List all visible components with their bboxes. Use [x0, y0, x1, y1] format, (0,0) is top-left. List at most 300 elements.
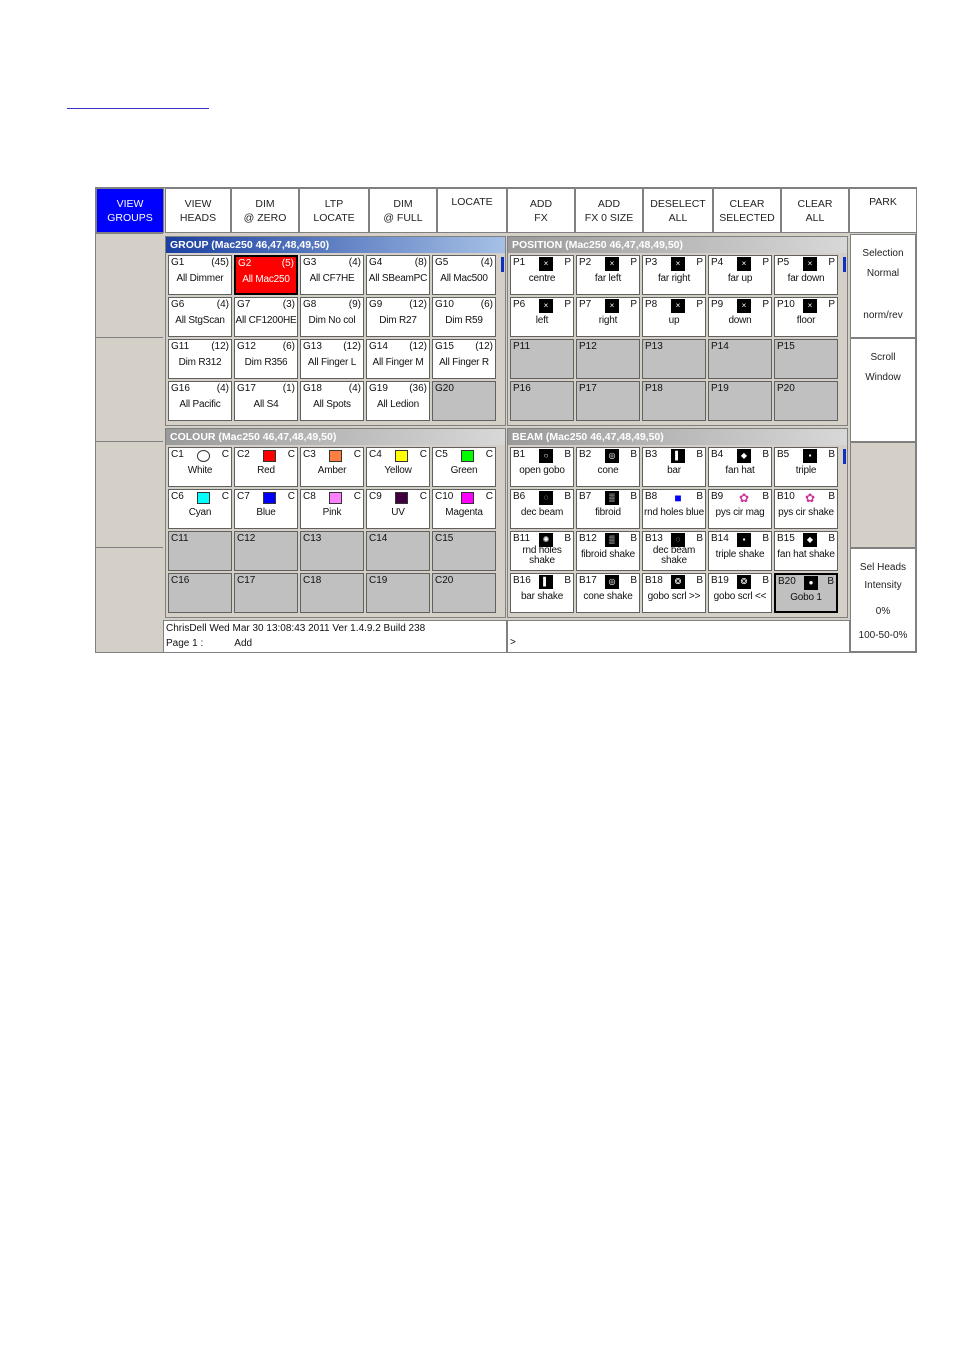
position-palette-cell[interactable]	[576, 339, 640, 379]
cell-type: (4)	[216, 383, 229, 394]
cell-number: B9	[711, 491, 724, 502]
cell-type: C	[287, 491, 295, 502]
toolbar-button-add-fx[interactable]	[507, 188, 575, 233]
gobo-icon: ✿	[804, 491, 816, 505]
group-palette-cell[interactable]	[366, 255, 430, 295]
right-panels	[507, 236, 848, 620]
cell-type: (12)	[475, 341, 493, 352]
cell-type: C	[485, 449, 493, 460]
toolbar-button-label: PARK	[869, 196, 897, 208]
toolbar-button-ltp-locate[interactable]	[299, 188, 369, 233]
toolbar-button-label: DIM	[255, 197, 275, 210]
selection-toggle-label: norm/rev	[863, 310, 903, 321]
cell-type: P	[564, 257, 571, 268]
group-palette-cell[interactable]	[300, 255, 364, 295]
cell-number: B19	[711, 575, 729, 586]
cell-label: right	[598, 315, 618, 326]
toolbar-button-dim-full[interactable]	[369, 188, 437, 233]
beam-palette-cell[interactable]	[774, 447, 838, 487]
cell-number: C6	[171, 491, 184, 502]
cell-number: P6	[513, 299, 526, 310]
toolbar-button-view-groups[interactable]	[96, 188, 164, 233]
toolbar-button-deselect-all[interactable]	[643, 188, 713, 233]
colour-swatch-icon	[395, 450, 408, 462]
cell-number: B20	[778, 576, 796, 587]
position-marker-icon: ×	[737, 299, 751, 313]
toolbar-button-view-heads[interactable]	[165, 188, 231, 233]
status-bar	[163, 620, 507, 653]
cell-label: All Spots	[313, 399, 351, 410]
cell-type: (1)	[282, 383, 295, 394]
position-palette-cell[interactable]	[642, 381, 706, 421]
colour-palette-cell[interactable]	[168, 573, 232, 613]
cell-number: B15	[777, 533, 795, 544]
cell-number: G16	[171, 383, 190, 394]
left-button-4[interactable]	[96, 548, 163, 652]
cell-label: fibroid	[595, 507, 621, 518]
position-scrollbar[interactable]	[843, 257, 846, 272]
cell-number: C1	[171, 449, 184, 460]
cell-number: C3	[303, 449, 316, 460]
colour-palette-cell[interactable]	[366, 531, 430, 571]
cell-label: fan hat	[725, 465, 755, 476]
position-palette-cell[interactable]	[774, 255, 838, 295]
beam-palette-cell[interactable]	[708, 573, 772, 613]
cell-number: C10	[435, 491, 454, 502]
group-panel	[165, 236, 506, 426]
cell-number: P16	[513, 383, 531, 394]
cell-type: C	[485, 491, 493, 502]
toolbar-button-sublabel: @ FULL	[383, 211, 423, 224]
cell-type: C	[353, 449, 361, 460]
colour-swatch-icon	[263, 450, 276, 462]
cell-label: gobo scrl >>	[647, 591, 701, 602]
cell-number: G15	[435, 341, 454, 352]
beam-panel-title: BEAM (Mac250 46,47,48,49,50)	[508, 429, 847, 445]
cell-label: far left	[594, 273, 622, 284]
colour-palette-cell[interactable]	[366, 489, 430, 529]
gobo-icon: ✿	[738, 491, 750, 505]
beam-palette-cell[interactable]	[708, 531, 772, 571]
cell-type: B	[564, 533, 571, 544]
cell-type: B	[828, 533, 835, 544]
cell-type: P	[630, 257, 637, 268]
cell-type: B	[630, 533, 637, 544]
group-palette-cell[interactable]	[234, 297, 298, 337]
top-link-underline[interactable]	[67, 96, 209, 109]
position-palette-cell[interactable]	[708, 255, 772, 295]
cell-number: P2	[579, 257, 592, 268]
gobo-icon: ❂	[671, 575, 685, 589]
gobo-icon: ▪	[803, 449, 817, 463]
cell-label: fibroid shake	[580, 549, 636, 560]
cell-label: UV	[391, 507, 405, 518]
colour-palette-cell[interactable]	[234, 573, 298, 613]
beam-palette-cell[interactable]	[576, 531, 640, 571]
cell-label: Green	[450, 465, 478, 476]
group-palette-cell[interactable]	[300, 339, 364, 379]
toolbar-button-sublabel: LOCATE	[313, 211, 355, 224]
gobo-icon: ◎	[605, 449, 619, 463]
cell-number: G1	[171, 257, 185, 268]
intensity-steps: 100-50-0%	[858, 630, 908, 641]
position-palette-cell[interactable]	[576, 297, 640, 337]
group-palette-cell[interactable]	[300, 297, 364, 337]
gobo-icon: ▒	[605, 491, 619, 505]
cell-number: B14	[711, 533, 729, 544]
group-palette-cell[interactable]	[234, 381, 298, 421]
toolbar-button-sublabel: ALL	[668, 211, 688, 224]
scroll-label: Scroll	[870, 352, 896, 363]
cell-number: P4	[711, 257, 724, 268]
position-palette-cell[interactable]	[642, 339, 706, 379]
cell-label: All Finger M	[372, 357, 424, 368]
cell-type: B	[564, 449, 571, 460]
cell-number: G6	[171, 299, 185, 310]
colour-palette-cell[interactable]	[366, 447, 430, 487]
position-palette-cell[interactable]	[510, 339, 574, 379]
cell-type: P	[630, 299, 637, 310]
toolbar-button-label: LTP	[324, 197, 344, 210]
cell-label: fan hat shake	[777, 549, 835, 560]
cell-type: C	[221, 449, 229, 460]
cell-label: All Mac500	[440, 273, 488, 284]
cell-label: triple	[795, 465, 817, 476]
command-line[interactable]	[507, 620, 850, 653]
position-palette-cell[interactable]	[576, 255, 640, 295]
colour-palette-cell[interactable]	[432, 489, 496, 529]
cell-label: All S4	[253, 399, 279, 410]
cell-type: B	[696, 575, 703, 586]
position-palette-cell[interactable]	[642, 255, 706, 295]
cell-label: Dim R27	[379, 315, 417, 326]
group-palette-cell[interactable]	[234, 339, 298, 379]
cell-number: G11	[171, 341, 190, 352]
cell-number: C15	[435, 533, 454, 544]
beam-palette-cell[interactable]	[774, 573, 838, 613]
toolbar-button-dim-zero[interactable]	[231, 188, 299, 233]
cell-label: dec beam shake	[652, 545, 696, 566]
cell-type: P	[762, 299, 769, 310]
group-palette-cell[interactable]	[432, 255, 496, 295]
colour-palette-cell[interactable]	[168, 447, 232, 487]
position-palette-cell[interactable]	[774, 297, 838, 337]
cell-type: B	[827, 576, 834, 587]
group-scrollbar[interactable]	[501, 257, 504, 272]
cell-number: C17	[237, 575, 256, 586]
cell-type: (4)	[216, 299, 229, 310]
position-marker-icon: ×	[671, 257, 685, 271]
colour-palette-cell[interactable]	[168, 531, 232, 571]
beam-palette-cell[interactable]	[708, 447, 772, 487]
colour-palette-cell[interactable]	[234, 447, 298, 487]
gobo-icon: ◌	[539, 491, 553, 505]
toolbar-button-clear-all[interactable]	[781, 188, 849, 233]
cell-type: B	[696, 491, 703, 502]
toolbar-button-sublabel: SELECTED	[719, 211, 775, 224]
position-palette-cell[interactable]	[510, 297, 574, 337]
group-palette-cell[interactable]	[366, 297, 430, 337]
cell-number: C19	[369, 575, 388, 586]
cell-label: Blue	[256, 507, 276, 518]
toolbar-button-add-fx-0-size[interactable]	[575, 188, 643, 233]
toolbar-button-label: ADD	[529, 197, 553, 210]
cell-label: All CF7HE	[309, 273, 355, 284]
group-palette-cell[interactable]	[432, 297, 496, 337]
colour-palette-cell[interactable]	[234, 489, 298, 529]
cell-label: Dim R59	[445, 315, 483, 326]
cell-number: B6	[513, 491, 526, 502]
cell-label: bar	[667, 465, 681, 476]
beam-palette-cell[interactable]	[510, 447, 574, 487]
cell-number: G8	[303, 299, 317, 310]
cell-number: B13	[645, 533, 663, 544]
right-blank-button[interactable]	[850, 442, 916, 548]
cell-number: C8	[303, 491, 316, 502]
cell-type: B	[696, 533, 703, 544]
cell-type: (9)	[348, 299, 361, 310]
cell-label: Magenta	[445, 507, 483, 518]
position-marker-icon: ×	[605, 257, 619, 271]
cell-number: P12	[579, 341, 597, 352]
group-palette-cell[interactable]	[366, 381, 430, 421]
cell-type: (8)	[414, 257, 427, 268]
gobo-icon: ▪	[737, 533, 751, 547]
cell-type: (45)	[211, 257, 229, 268]
cell-number: P18	[645, 383, 663, 394]
cell-label: centre	[528, 273, 556, 284]
cell-label: pys cir mag	[715, 507, 765, 518]
cell-number: G5	[435, 257, 449, 268]
cell-label: All Mac250	[242, 274, 290, 285]
cell-number: P9	[711, 299, 724, 310]
beam-palette-cell[interactable]	[510, 573, 574, 613]
cell-type: (4)	[348, 257, 361, 268]
cell-type: (36)	[409, 383, 427, 394]
position-palette-cell[interactable]	[510, 381, 574, 421]
cell-number: C16	[171, 575, 190, 586]
cell-label: Yellow	[384, 465, 412, 476]
position-palette-cell[interactable]	[708, 339, 772, 379]
cell-label: far up	[727, 273, 753, 284]
colour-palette-cell[interactable]	[300, 447, 364, 487]
page-mode-value: Add	[234, 638, 253, 649]
cell-type: B	[828, 449, 835, 460]
cell-type: B	[828, 491, 835, 502]
cell-label: rnd holes shake	[522, 545, 562, 566]
position-palette-cell[interactable]	[510, 255, 574, 295]
cell-number: G14	[369, 341, 388, 352]
colour-palette-cell[interactable]	[300, 489, 364, 529]
cell-number: B16	[513, 575, 531, 586]
toolbar-button-sublabel: HEADS	[179, 211, 217, 224]
selection-mode-button[interactable]	[850, 234, 916, 338]
colour-palette-cell[interactable]	[168, 489, 232, 529]
cell-number: B7	[579, 491, 592, 502]
group-palette-cell[interactable]	[168, 255, 232, 295]
cell-type: (5)	[281, 258, 294, 269]
cell-label: open gobo	[519, 465, 565, 476]
beam-palette-cell[interactable]	[576, 489, 640, 529]
cell-number: B18	[645, 575, 663, 586]
group-palette-cell[interactable]	[168, 381, 232, 421]
cell-number: P10	[777, 299, 795, 310]
position-palette-cell[interactable]	[708, 297, 772, 337]
cell-type: C	[221, 491, 229, 502]
cell-number: B10	[777, 491, 795, 502]
toolbar-button-label: CLEAR	[797, 197, 833, 210]
toolbar-button-clear-selected[interactable]	[713, 188, 781, 233]
cell-number: P11	[513, 341, 531, 352]
group-palette-cell[interactable]	[432, 339, 496, 379]
group-palette-cell[interactable]	[432, 381, 496, 421]
position-marker-icon: ×	[605, 299, 619, 313]
toolbar-button-label: VIEW	[184, 197, 212, 210]
position-marker-icon: ×	[737, 257, 751, 271]
gobo-icon: ○	[539, 449, 553, 463]
cell-number: C18	[303, 575, 322, 586]
colour-swatch-icon	[461, 450, 474, 462]
group-panel-title: GROUP (Mac250 46,47,48,49,50)	[166, 237, 505, 253]
cell-number: P20	[777, 383, 795, 394]
cell-number: C13	[303, 533, 322, 544]
cell-type: P	[828, 299, 835, 310]
cell-number: C11	[171, 533, 189, 544]
cell-number: G12	[237, 341, 256, 352]
intensity-value: 0%	[875, 606, 891, 617]
colour-palette-cell[interactable]	[366, 573, 430, 613]
cell-number: C7	[237, 491, 250, 502]
colour-palette-cell[interactable]	[432, 573, 496, 613]
group-palette-cell[interactable]	[300, 381, 364, 421]
cell-label: up	[668, 315, 680, 326]
cell-type: P	[762, 257, 769, 268]
group-palette-cell[interactable]	[168, 297, 232, 337]
cell-label: rnd holes blue	[643, 507, 705, 518]
position-palette-cell[interactable]	[774, 339, 838, 379]
colour-palette-cell[interactable]	[300, 531, 364, 571]
cell-type: B	[564, 491, 571, 502]
cell-number: P15	[777, 341, 795, 352]
cell-number: P5	[777, 257, 790, 268]
scroll-window-button[interactable]	[850, 338, 916, 442]
cell-number: G7	[237, 299, 251, 310]
toolbar-button-label: LOCATE	[451, 196, 493, 208]
position-palette-cell[interactable]	[642, 297, 706, 337]
beam-palette-cell[interactable]	[642, 447, 706, 487]
command-prompt: >	[510, 637, 516, 648]
cell-number: C2	[237, 449, 250, 460]
cell-label: All Finger R	[439, 357, 489, 368]
beam-palette-cell[interactable]	[510, 489, 574, 529]
beam-palette-cell[interactable]	[708, 489, 772, 529]
cell-label: gobo scrl <<	[713, 591, 767, 602]
toolbar-button-locate[interactable]	[437, 188, 507, 233]
toolbar-button-sublabel: @ ZERO	[243, 211, 287, 224]
group-palette-cell[interactable]	[366, 339, 430, 379]
cell-number: P19	[711, 383, 729, 394]
beam-scrollbar[interactable]	[843, 449, 846, 464]
group-palette-cell[interactable]	[168, 339, 232, 379]
cell-label: Dim R356	[244, 357, 288, 368]
cell-number: C12	[237, 533, 256, 544]
cell-type: B	[696, 449, 703, 460]
toolbar-button-park[interactable]	[849, 188, 917, 233]
cell-type: B	[630, 449, 637, 460]
cell-label: Dim No col	[308, 315, 356, 326]
cell-number: B17	[579, 575, 597, 586]
position-palette-cell[interactable]	[708, 381, 772, 421]
toolbar-button-label: DESELECT	[650, 197, 706, 210]
cell-label: Pink	[322, 507, 342, 518]
cell-number: C9	[369, 491, 382, 502]
position-marker-icon: ×	[539, 257, 553, 271]
cell-type: C	[353, 491, 361, 502]
beam-palette-cell[interactable]	[642, 573, 706, 613]
cell-type: (12)	[409, 341, 427, 352]
cell-label: All Dimmer	[176, 273, 224, 284]
group-palette-cell[interactable]	[234, 255, 298, 295]
cell-number: C20	[435, 575, 454, 586]
position-palette-cell[interactable]	[774, 381, 838, 421]
cell-label: Red	[257, 465, 275, 476]
position-marker-icon: ×	[803, 257, 817, 271]
toolbar-button-label: CLEAR	[729, 197, 765, 210]
cell-label: down	[728, 315, 752, 326]
cell-type: P	[696, 257, 703, 268]
cell-number: B2	[579, 449, 592, 460]
cell-number: B5	[777, 449, 790, 460]
position-palette-cell[interactable]	[576, 381, 640, 421]
cell-number: P7	[579, 299, 592, 310]
gobo-icon: ◎	[605, 575, 619, 589]
cell-number: G2	[238, 258, 252, 269]
beam-palette-cell[interactable]	[642, 489, 706, 529]
colour-palette-cell[interactable]	[300, 573, 364, 613]
selection-value: Normal	[866, 268, 900, 279]
gobo-icon: ❂	[737, 575, 751, 589]
beam-palette-cell[interactable]	[576, 447, 640, 487]
cell-label: All Finger L	[307, 357, 357, 368]
position-panel-title: POSITION (Mac250 46,47,48,49,50)	[508, 237, 847, 253]
beam-palette-cell[interactable]	[642, 531, 706, 571]
toolbar-button-label: ADD	[597, 197, 621, 210]
colour-palette-cell[interactable]	[234, 531, 298, 571]
cell-type: B	[762, 491, 769, 502]
cell-number: B12	[579, 533, 597, 544]
cell-number: G20	[435, 383, 454, 394]
left-button-1[interactable]	[96, 234, 163, 338]
beam-palette-cell[interactable]	[774, 531, 838, 571]
sel-heads-intensity-button[interactable]	[850, 548, 916, 652]
colour-palette-cell[interactable]	[432, 447, 496, 487]
left-button-2[interactable]	[96, 338, 163, 442]
beam-palette-cell[interactable]	[774, 489, 838, 529]
beam-panel	[507, 428, 848, 618]
cell-type: B	[630, 491, 637, 502]
left-panels	[165, 236, 506, 620]
cell-type: B	[762, 533, 769, 544]
beam-palette-cell[interactable]	[576, 573, 640, 613]
selection-label: Selection	[862, 248, 904, 259]
left-button-3[interactable]	[96, 442, 163, 548]
cell-type: (4)	[348, 383, 361, 394]
colour-palette-cell[interactable]	[432, 531, 496, 571]
beam-palette-cell[interactable]	[510, 531, 574, 571]
cell-number: P3	[645, 257, 658, 268]
position-marker-icon: ×	[539, 299, 553, 313]
cell-type: (6)	[480, 299, 493, 310]
